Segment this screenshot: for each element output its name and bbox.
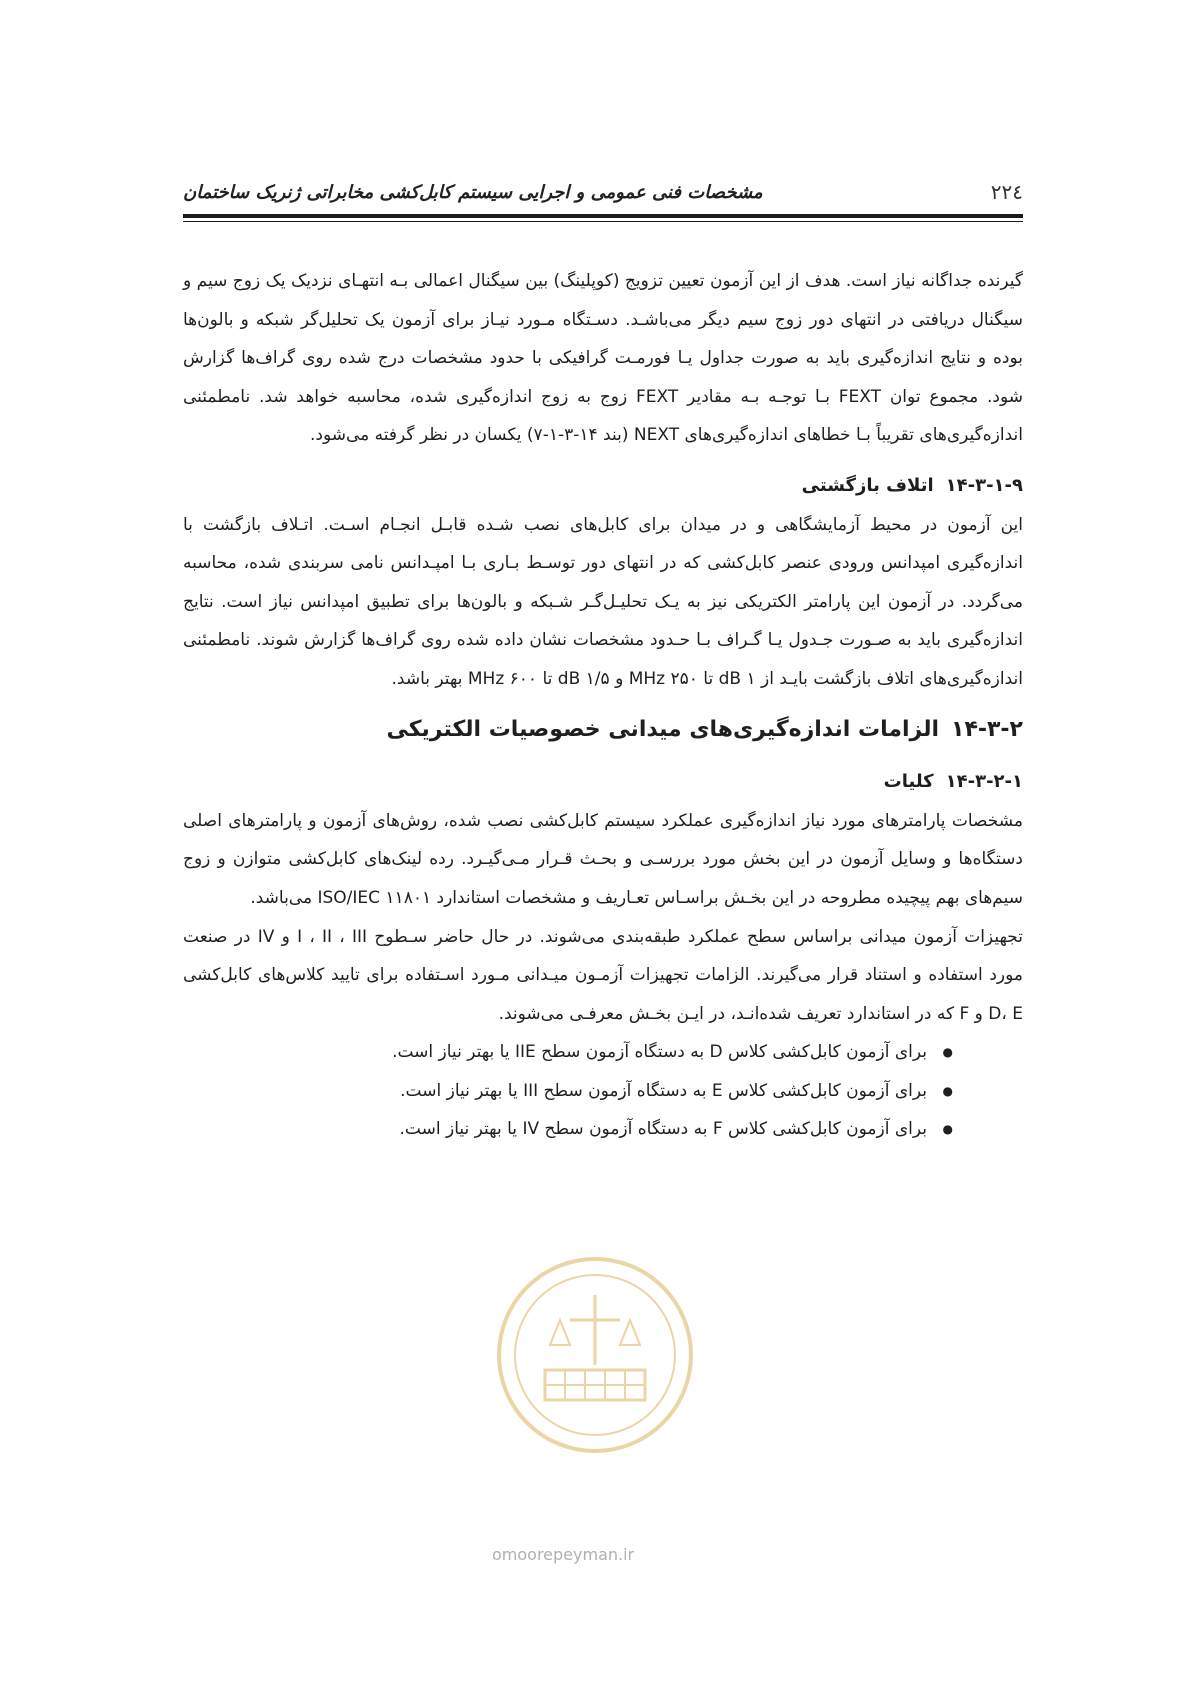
heading-field-measurements (183, 711, 1023, 750)
heading-number: ۱۴-۳-۱-۹ (945, 474, 1023, 496)
heading-return-loss (183, 467, 1023, 506)
paragraph-fext: گیرنده جداگانه نیاز است. هدف از این آزمون تعیین تزویج (کوپلینگ) بین سیگنال اعمالی بـه انتهـای نزدیک یک زوج سیم و سیگنال دریافتی در انتهای دور زوج سیم دیگر می‌باشـد. دسـتگاه مـورد نیـاز برای آزمون یک تحلیل‌گر شبکه و بالون‌ها بوده و نتایج اندازه‌گیری باید به صورت جداول یـا فورمـت گرافیکی با حدود مشخصات درج شده روی گراف‌ها گزارش شود. مجموع توان FEXT بـا توجـه بـه مقادیر FEXT زوج به زوج اندازه‌گیری شده، محاسبه خواهد شد. نامطمئنی اندازه‌گیری‌های تقریباً بـا خطاهای اندازه‌گیری‌های NEXT (بند ۱۴-۳-۱-۷) یکسان در نظر گرفته می‌شود. (183, 271, 1023, 446)
running-title: مشخصات فنی عمومی و اجرایی سیستم کابل‌کشی مخابراتی ژنریک ساختمان (183, 182, 763, 203)
header-rule-thick (183, 214, 1023, 218)
watermark-url: omoorepeyman.ir (492, 1545, 635, 1564)
list-item: ● برای آزمون کابل‌کشی کلاس D به دستگاه آزمون سطح IIE یا بهتر نیاز است. (183, 1033, 953, 1072)
paragraph-test-equipment: تجهیزات آزمون میدانی براساس سطح عملکرد طبقه‌بندی می‌شوند. در حال حاضر سـطوح I ، II ، III و IV در صنعت مورد استفاده و استناد قرار می‌گیرند. الزامات تجهیزات آزمـون میـدانی مـورد اسـتفاده برای تایید کلاس‌های کابل‌کشی D، E و F که در استاندارد تعریف شده‌انـد، در ایـن بخـش معرفـی می‌شوند. (183, 926, 1023, 1024)
paragraph-general: مشخصات پارامترهای مورد نیاز اندازه‌گیری عملکرد سیستم کابل‌کشی نصب شده، روش‌های آزمون و پارامترهای اصلی دستگاه‌ها و وسایل آزمون در این بخش مورد بررسـی و بحـث قـرار مـی‌گیـرد. رده لینک‌های کابل‌کشی متوازن و زوج سیم‌های بهم پیچیده مطروحه در این بخـش براسـاس تعـاریف و مشخصات استاندارد ISO/IEC ۱۱۸۰۱ می‌باشد. (183, 810, 1023, 908)
page-body (183, 262, 1023, 1149)
test-level-list (183, 1033, 953, 1149)
header-rule-thin (183, 221, 1023, 222)
list-item: ● برای آزمون کابل‌کشی کلاس F به دستگاه آزمون سطح IV یا بهتر نیاز است. (183, 1110, 953, 1149)
paragraph-return-loss: این آزمون در محیط آزمایشگاهی و در میدان برای کابل‌های نصب شـده قابـل انجـام اسـت. اتـلاف بازگشت با اندازه‌گیری امپدانس ورودی عنصر کابل‌کشی که در انتهای دور توسـط بـاری بـا امپـدانس نامی سربندی شده، محاسبه می‌گردد. در آزمون این پارامتر الکتریکی نیز به یـک تحلیـل‌گـر شـبکه و بالون‌ها برای تطبیق امپدانس نیاز است. نتایج اندازه‌گیری باید به صـورت جـدول یـا گـراف بـا حـدود مشخصات نشان داده شده روی گراف‌ها گزارش شوند. نامطمئنی اندازه‌گیری‌های اتلاف بازگشت بایـد از ۱ dB تا ۲۵۰ MHz و ۱/۵ dB تا ۶۰۰ MHz بهتر باشد. (183, 514, 1023, 689)
heading-text: اتلاف بازگشتی (801, 474, 934, 496)
list-item: ● برای آزمون کابل‌کشی کلاس E به دستگاه آزمون سطح III یا بهتر نیاز است. (183, 1072, 953, 1111)
heading-number: ۱۴-۳-۲ (951, 716, 1023, 742)
heading-text: الزامات اندازه‌گیری‌های میدانی خصوصیات الکتریکی (386, 716, 940, 742)
heading-number: ۱۴-۳-۲-۱ (945, 771, 1023, 793)
page-number: ۲۲٤ (990, 180, 1023, 204)
heading-text: کلیات (883, 771, 934, 793)
watermark-seal-icon (490, 1250, 700, 1460)
page-header (183, 180, 1023, 212)
heading-general (183, 763, 1023, 802)
